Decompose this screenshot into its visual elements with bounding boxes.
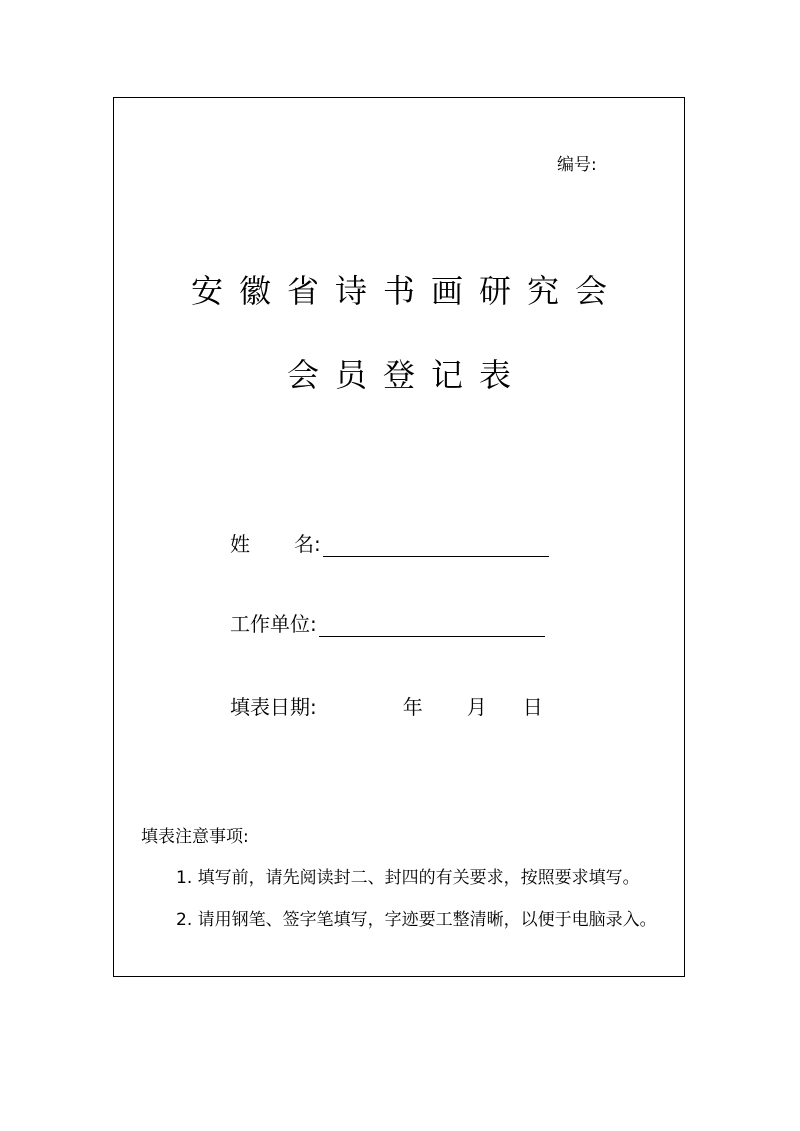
serial-number-label: 编号:: [557, 155, 597, 175]
name-label-part2: 名:: [294, 532, 321, 556]
name-input-line[interactable]: [323, 534, 549, 557]
name-label-part1: 姓: [230, 532, 250, 556]
organization-field: [230, 608, 545, 637]
notes-title: 填表注意事项:: [141, 827, 249, 847]
note-item-2: 2. 请用钢笔、签字笔填写，字迹要工整清晰，以便于电脑录入。: [176, 910, 657, 930]
name-field: [230, 528, 549, 557]
note-item-1: 1. 填写前，请先阅读封二、封四的有关要求，按照要求填写。: [176, 868, 640, 888]
month-label: 月: [466, 695, 487, 719]
form-title: 会员登记表: [286, 356, 527, 394]
date-field: [230, 691, 543, 720]
date-label: 填表日期:: [230, 695, 317, 719]
organization-label: 工作单位:: [230, 612, 317, 636]
organization-input-line[interactable]: [319, 614, 545, 637]
form-cover-frame: [113, 97, 685, 977]
organization-title: 安徽省诗书画研究会: [190, 272, 623, 310]
day-label: 日: [522, 695, 543, 719]
year-label: 年: [402, 695, 423, 719]
